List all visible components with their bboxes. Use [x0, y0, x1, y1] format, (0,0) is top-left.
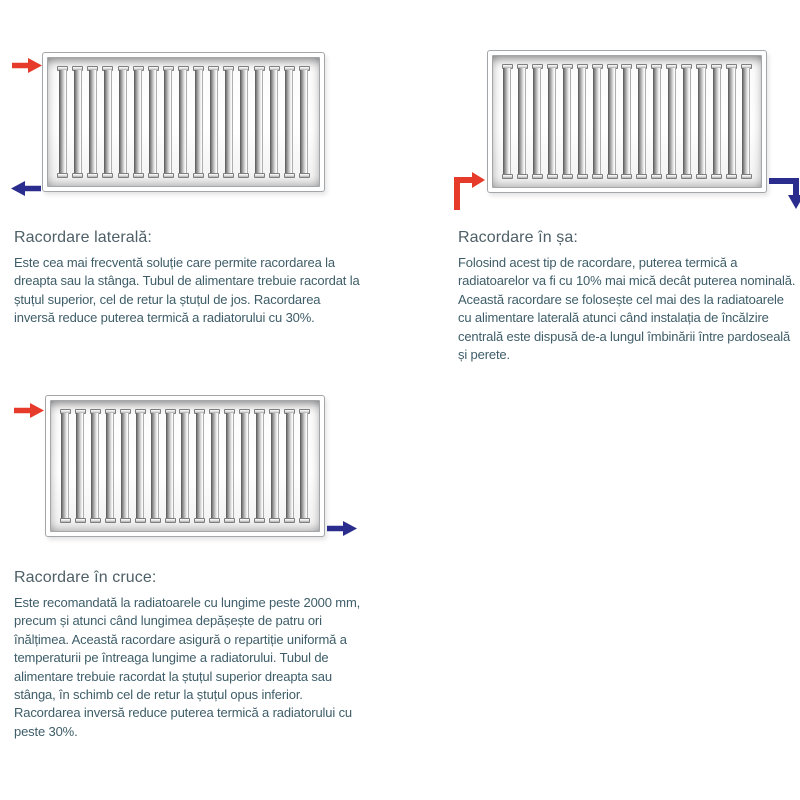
radiator-fin [75, 409, 86, 523]
radiator-fin [193, 66, 204, 178]
radiator-fin [165, 409, 176, 523]
radiator-fin [208, 66, 219, 178]
radiator-cruce [45, 395, 325, 537]
radiator-fin [532, 64, 543, 179]
radiator-fin [711, 64, 722, 179]
radiator-fin [299, 409, 310, 523]
radiator-fin [150, 409, 161, 523]
radiator-fin [118, 66, 129, 178]
radiator-fin [135, 409, 146, 523]
radiator-fin [741, 64, 752, 179]
radiator-fin [179, 409, 190, 523]
radiator-fin [254, 409, 265, 523]
radiator-fin [696, 64, 707, 179]
radiator-fin [621, 64, 632, 179]
radiator-fin [57, 66, 68, 178]
description-sa: Folosind acest tip de racordare, puterea termică a radiatoarelor va fi cu 10% mai mică decât puterea nominală. Această racordare se folosește cel mai des la radiatoarele cu alimentare laterală atunci când instalația de încălzire centrală este dispusă de-a lungul îmbinării între pardoseală și perete. [458, 255, 796, 363]
radiator-fin [87, 66, 98, 178]
radiator-fin [607, 64, 618, 179]
radiator-fin [577, 64, 588, 179]
heading-lateral: Racordare laterală: [14, 229, 152, 246]
radiator-fin [102, 66, 113, 178]
radiator-fin [194, 409, 205, 523]
radiator-fin-panel [47, 57, 320, 187]
radiator-fin-panel [50, 400, 320, 532]
radiator-fin [651, 64, 662, 179]
radiator-fin [284, 409, 295, 523]
supply-arrow-right-icon [14, 402, 45, 419]
radiator-fin [269, 66, 280, 178]
radiator-fin [90, 409, 101, 523]
radiator-fin-panel [492, 55, 762, 188]
supply-elbow-arrow-up-right-icon [452, 172, 486, 210]
radiator-fin [254, 66, 265, 178]
description-cruce: Este recomandată la radiatoarele cu lungime peste 2000 mm, precum și atunci când lungimea depășește de patru ori înălțimea. Această racordare asigură o repartiție uniformă a temperaturii pe întreaga lungime a radiatorului. Tubul de alimentare trebuie racordat la ștuțul superior dreapta sau stânga, în schimb cel de retur la ștuțul opus inferior. Racordarea inversă reduce puterea termică a radiatorului cu peste 30%. [14, 595, 361, 739]
return-arrow-right-icon [327, 520, 358, 537]
radiator-fin [72, 66, 83, 178]
radiator-fin [284, 66, 295, 178]
supply-arrow-right-icon [12, 57, 43, 74]
radiator-fin [238, 66, 249, 178]
radiator-fin [592, 64, 603, 179]
heading-cruce: Racordare în cruce: [14, 569, 157, 586]
radiator-fin [681, 64, 692, 179]
radiator-fin [269, 409, 280, 523]
radiator-lateral [42, 52, 325, 192]
radiator-fin [120, 409, 131, 523]
radiator-fin [502, 64, 513, 179]
radiator-fin [636, 64, 647, 179]
return-elbow-arrow-right-down-icon [769, 176, 800, 210]
radiator-sa [487, 50, 767, 193]
radiator-fin [517, 64, 528, 179]
radiator-fin [224, 409, 235, 523]
radiator-fin [209, 409, 220, 523]
radiator-fin [148, 66, 159, 178]
radiator-fin [547, 64, 558, 179]
radiator-fin [105, 409, 116, 523]
radiator-fin [223, 66, 234, 178]
radiator-fin [239, 409, 250, 523]
heading-sa: Racordare în șa: [458, 229, 578, 246]
radiator-fin [299, 66, 310, 178]
radiator-fin [163, 66, 174, 178]
radiator-fin [178, 66, 189, 178]
description-lateral: Este cea mai frecventă soluție care permite racordarea la dreapta sau la stânga. Tubul de alimentare trebuie racordat la ștuțul superior, cel de retur la ștuțul de jos. Racordarea inversă reduce puterea termică a radiatorului cu 30%. [14, 255, 360, 326]
return-arrow-left-icon [10, 180, 41, 197]
radiator-fin [60, 409, 71, 523]
radiator-fin [726, 64, 737, 179]
radiator-fin [562, 64, 573, 179]
radiator-fin [666, 64, 677, 179]
radiator-fin [133, 66, 144, 178]
